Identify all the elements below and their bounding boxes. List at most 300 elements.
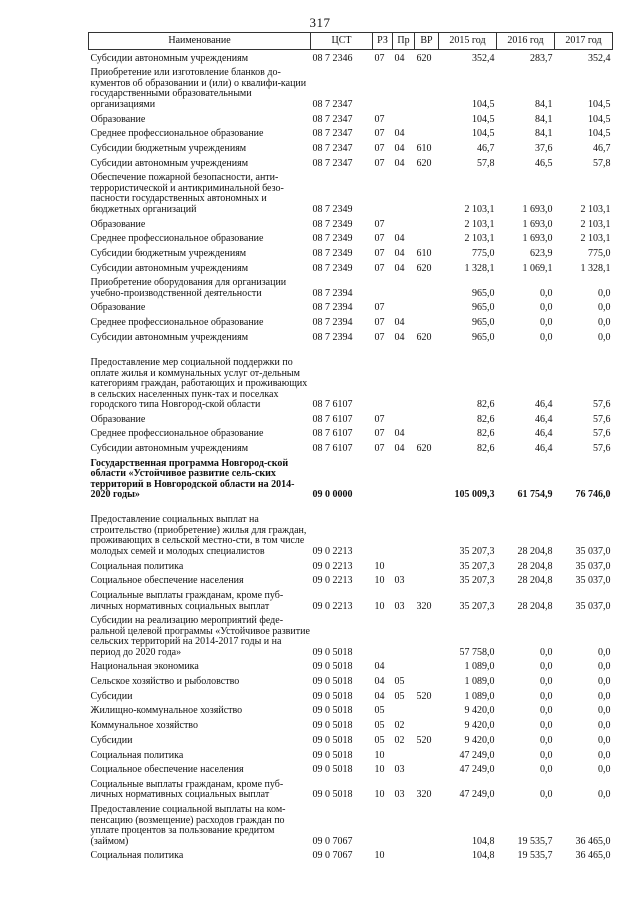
table-body	[89, 50, 613, 862]
row-2016: 1 693,0	[522, 218, 553, 230]
table-row	[89, 154, 613, 169]
table-row	[89, 658, 613, 673]
row-2017: 0,0	[598, 661, 611, 673]
table-row	[89, 215, 613, 230]
row-vr: 610	[416, 142, 432, 154]
row-pr: 02	[394, 720, 405, 732]
row-name: Среднее профессиональное образование	[90, 317, 264, 329]
row-name: Субсидии бюджетным учреждениям	[90, 247, 247, 259]
row-cst: 09 0 5018	[312, 720, 353, 732]
row-name: Социальные выплаты гражданам, кроме пуб-личных нормативных социальных выплат	[90, 778, 284, 801]
row-name: Предоставление социальной выплаты на ком-пенсацию (возмещение) расходов граждан по уплате процентов за пользование кредитом (займом)	[90, 804, 286, 847]
row-rz: 07	[374, 331, 385, 343]
row-2015: 2 103,1	[464, 218, 495, 230]
row-rz: 05	[374, 705, 385, 717]
column-header: 2017 год	[555, 33, 613, 50]
row-vr: 620	[416, 262, 432, 274]
row-2015: 35 207,3	[459, 600, 495, 612]
row-rz: 07	[374, 247, 385, 259]
table-row	[89, 746, 613, 761]
row-rz	[373, 274, 393, 299]
row-2017: 775,0	[588, 247, 611, 259]
row-2017: 35 037,0	[575, 545, 611, 557]
row-rz: 10	[374, 789, 385, 801]
row-2015: 352,4	[472, 52, 495, 64]
row-pr: 03	[394, 764, 405, 776]
row-2016: 46,4	[535, 413, 553, 425]
table-row	[89, 411, 613, 426]
row-pr: 05	[394, 676, 405, 688]
row-vr	[415, 299, 439, 314]
row-rz: 10	[374, 764, 385, 776]
row-pr	[393, 801, 415, 847]
row-vr: 620	[416, 157, 432, 169]
row-rz: 07	[374, 302, 385, 314]
row-rz: 04	[374, 690, 385, 702]
row-2016: 84,1	[535, 98, 553, 110]
row-pr: 04	[394, 247, 405, 259]
row-2017: 2 103,1	[580, 218, 611, 230]
row-2016: 46,4	[535, 428, 553, 440]
row-rz: 07	[374, 413, 385, 425]
row-name: Субсидии	[90, 690, 133, 702]
table-row	[89, 702, 613, 717]
row-cst: 09 0 5018	[312, 646, 353, 658]
budget-table	[88, 32, 613, 862]
table-row	[89, 761, 613, 776]
page-number: 317	[309, 15, 331, 30]
row-2016: 0,0	[540, 789, 553, 801]
row-vr: 520	[416, 734, 432, 746]
table-row	[89, 688, 613, 703]
row-pr	[393, 299, 415, 314]
row-2015: 82,6	[477, 428, 495, 440]
row-2015: 1 089,0	[464, 676, 495, 688]
row-pr: 05	[394, 690, 405, 702]
row-vr	[415, 314, 439, 329]
row-2015: 47 249,0	[459, 764, 495, 776]
row-2016: 28 204,8	[517, 600, 553, 612]
row-2015: 2 103,1	[464, 203, 495, 215]
row-2017: 0,0	[598, 331, 611, 343]
row-vr	[415, 215, 439, 230]
row-name: Среднее профессиональное образование	[90, 233, 264, 245]
row-name: Социальная политика	[90, 749, 184, 761]
row-2015: 1 328,1	[464, 262, 495, 274]
row-2015: 775,0	[472, 247, 495, 259]
row-rz: 07	[374, 128, 385, 140]
row-2016: 0,0	[540, 705, 553, 717]
row-pr	[393, 64, 415, 110]
row-pr: 04	[394, 128, 405, 140]
row-cst: 09 0 5018	[312, 705, 353, 717]
table-row	[89, 50, 613, 65]
row-name: Обеспечение пожарной безопасности, анти-террористической и антикриминальной безо-пасности государственных автономных и бюджетных организаций	[90, 172, 284, 215]
row-vr	[415, 169, 439, 215]
row-pr: 04	[394, 142, 405, 154]
row-2015: 965,0	[472, 331, 495, 343]
row-2017: 57,6	[593, 443, 611, 455]
row-2017: 2 103,1	[580, 233, 611, 245]
row-name: Социальная политика	[90, 560, 184, 572]
row-rz: 10	[374, 575, 385, 587]
row-2016: 37,6	[535, 142, 553, 154]
row-2017: 36 465,0	[575, 850, 611, 862]
row-name: Субсидии автономным учреждениям	[90, 443, 249, 455]
row-2015: 9 420,0	[464, 734, 495, 746]
row-cst: 09 0 5018	[312, 690, 353, 702]
column-header: Наименование	[89, 33, 311, 50]
row-2015: 9 420,0	[464, 720, 495, 732]
table-row	[89, 259, 613, 274]
table-row	[89, 64, 613, 110]
table-row	[89, 110, 613, 125]
table-row	[89, 776, 613, 801]
row-name: Национальная экономика	[90, 661, 199, 673]
row-2016: 84,1	[535, 128, 553, 140]
table-row	[89, 673, 613, 688]
row-cst: 08 7 2349	[312, 233, 353, 245]
row-2015: 47 249,0	[459, 749, 495, 761]
row-rz: 10	[374, 600, 385, 612]
row-2017: 57,8	[593, 157, 611, 169]
table-row	[89, 847, 613, 862]
row-name: Среднее профессиональное образование	[90, 428, 264, 440]
row-2017: 0,0	[598, 690, 611, 702]
row-2017: 76 746,0	[575, 489, 611, 501]
row-2016: 623,9	[530, 247, 553, 259]
row-pr: 02	[394, 734, 405, 746]
row-pr: 03	[394, 600, 405, 612]
row-2015: 965,0	[472, 317, 495, 329]
row-2015: 9 420,0	[464, 705, 495, 717]
row-name: Субсидии автономным учреждениям	[90, 331, 249, 343]
row-2016: 1 693,0	[522, 233, 553, 245]
header-row	[89, 33, 613, 50]
row-vr	[415, 274, 439, 299]
row-rz: 07	[374, 142, 385, 154]
row-vr	[415, 746, 439, 761]
table-row	[89, 717, 613, 732]
row-vr: 620	[416, 331, 432, 343]
row-2015: 1 089,0	[464, 661, 495, 673]
row-2017: 2 103,1	[580, 203, 611, 215]
row-2015: 82,6	[477, 443, 495, 455]
row-2017: 57,6	[593, 413, 611, 425]
row-2016: 19 535,7	[517, 850, 553, 862]
row-cst: 09 0 5018	[312, 676, 353, 688]
row-pr	[393, 411, 415, 426]
row-vr	[415, 501, 439, 558]
row-2015: 35 207,3	[459, 575, 495, 587]
row-pr: 04	[394, 317, 405, 329]
row-2016: 0,0	[540, 734, 553, 746]
row-2016: 0,0	[540, 287, 553, 299]
row-name: Социальные выплаты гражданам, кроме пуб-личных нормативных социальных выплат	[90, 590, 284, 612]
row-cst: 09 0 5018	[312, 734, 353, 746]
row-rz	[373, 612, 393, 658]
row-rz	[373, 801, 393, 847]
table-row	[89, 245, 613, 260]
row-vr	[415, 343, 439, 410]
row-rz: 10	[374, 560, 385, 572]
table-row	[89, 425, 613, 440]
row-vr	[415, 455, 439, 501]
row-2016: 0,0	[540, 690, 553, 702]
row-vr	[415, 801, 439, 847]
row-rz: 07	[374, 52, 385, 64]
row-2015: 104,8	[472, 835, 495, 847]
row-name: Образование	[90, 413, 146, 425]
row-2017: 57,6	[593, 428, 611, 440]
row-pr	[393, 110, 415, 125]
row-vr	[415, 110, 439, 125]
row-name: Субсидии автономным учреждениям	[90, 262, 249, 274]
row-vr	[415, 572, 439, 587]
row-vr: 320	[416, 600, 432, 612]
row-vr	[415, 425, 439, 440]
row-rz: 07	[374, 317, 385, 329]
table-row	[89, 343, 613, 410]
row-rz: 07	[374, 218, 385, 230]
row-2015: 104,5	[472, 98, 495, 110]
row-name: Образование	[90, 218, 146, 230]
row-2017: 1 328,1	[580, 262, 611, 274]
row-pr	[393, 557, 415, 572]
row-cst: 08 7 2349	[312, 247, 353, 259]
row-rz	[373, 501, 393, 558]
table-row	[89, 455, 613, 501]
row-name: Предоставление социальных выплат на строительство (приобретение) жилья для граждан, проживающих в сельской местно-сти, в том числе молодых семей и молодых специалистов	[90, 514, 307, 557]
row-2017: 104,5	[588, 98, 611, 110]
table-row	[89, 125, 613, 140]
row-2017: 57,6	[593, 399, 611, 410]
row-2015: 35 207,3	[459, 560, 495, 572]
row-vr: 520	[416, 690, 432, 702]
row-vr	[415, 658, 439, 673]
table-row	[89, 612, 613, 658]
row-2015: 104,5	[472, 113, 495, 125]
row-rz: 04	[374, 676, 385, 688]
row-pr: 04	[394, 428, 405, 440]
row-2016: 0,0	[540, 676, 553, 688]
table-row	[89, 501, 613, 558]
table-row	[89, 801, 613, 847]
row-name: Социальная политика	[90, 850, 184, 862]
row-rz: 04	[374, 661, 385, 673]
row-cst: 09 0 5018	[312, 749, 353, 761]
row-vr	[415, 411, 439, 426]
row-2016: 19 535,7	[517, 835, 553, 847]
row-2017: 0,0	[598, 764, 611, 776]
row-2016: 28 204,8	[517, 545, 553, 557]
row-cst: 09 0 2213	[312, 545, 353, 557]
row-2016: 0,0	[540, 720, 553, 732]
row-2016: 283,7	[530, 52, 553, 64]
column-header: Пр	[393, 33, 415, 50]
row-pr	[393, 215, 415, 230]
row-2015: 965,0	[472, 302, 495, 314]
row-2016: 28 204,8	[517, 560, 553, 572]
row-name: Субсидии автономным учреждениям	[90, 52, 249, 64]
row-cst: 08 7 6107	[312, 443, 353, 455]
row-2015: 57 758,0	[459, 646, 495, 658]
column-header: РЗ	[373, 33, 393, 50]
row-pr	[393, 501, 415, 558]
row-2016: 1 693,0	[522, 203, 553, 215]
row-pr	[393, 847, 415, 862]
row-2015: 35 207,3	[459, 545, 495, 557]
row-cst: 08 7 2349	[312, 262, 353, 274]
row-cst: 09 0 5018	[312, 764, 353, 776]
row-vr: 620	[416, 443, 432, 455]
row-2015: 57,8	[477, 157, 495, 169]
row-2017: 0,0	[598, 749, 611, 761]
row-name: Сельское хозяйство и рыболовство	[90, 676, 240, 688]
row-2015: 1 089,0	[464, 690, 495, 702]
row-cst: 09 0 2213	[312, 575, 353, 587]
table-row	[89, 440, 613, 455]
column-header: ЦСТ	[311, 33, 373, 50]
row-pr: 04	[394, 233, 405, 245]
row-2017: 352,4	[588, 52, 611, 64]
row-2016: 0,0	[540, 302, 553, 314]
row-2016: 0,0	[540, 317, 553, 329]
table-row	[89, 140, 613, 155]
row-2017: 0,0	[598, 720, 611, 732]
row-2017: 46,7	[593, 142, 611, 154]
row-pr: 04	[394, 443, 405, 455]
row-2016: 0,0	[540, 331, 553, 343]
row-cst: 09 0 2213	[312, 600, 353, 612]
row-2017: 0,0	[598, 789, 611, 801]
row-cst: 08 7 2347	[312, 113, 353, 125]
row-2017: 0,0	[598, 302, 611, 314]
row-cst: 08 7 2394	[312, 287, 353, 299]
row-name: Образование	[90, 113, 146, 125]
row-2016: 46,5	[535, 157, 553, 169]
row-vr	[415, 557, 439, 572]
row-2016: 46,4	[535, 399, 553, 410]
row-rz: 07	[374, 428, 385, 440]
row-2016: 0,0	[540, 764, 553, 776]
row-2017: 35 037,0	[575, 560, 611, 572]
table-row	[89, 230, 613, 245]
table-row	[89, 299, 613, 314]
row-2015: 105 009,3	[454, 489, 495, 501]
row-2017: 104,5	[588, 113, 611, 125]
row-name: Приобретение или изготовление бланков до-кументов об образовании и (или) о квалифи-кации государственными образовательными организациями	[90, 67, 307, 110]
row-cst: 08 7 2347	[312, 128, 353, 140]
row-name: Субсидии	[90, 734, 133, 746]
row-2017: 104,5	[588, 128, 611, 140]
table-row	[89, 169, 613, 215]
row-2016: 0,0	[540, 646, 553, 658]
row-pr	[393, 702, 415, 717]
row-pr	[393, 343, 415, 410]
row-rz	[373, 64, 393, 110]
row-2016: 28 204,8	[517, 575, 553, 587]
row-rz	[373, 455, 393, 501]
row-pr	[393, 746, 415, 761]
row-vr	[415, 673, 439, 688]
row-vr: 620	[416, 52, 432, 64]
row-cst: 09 0 7067	[312, 835, 353, 847]
row-pr: 04	[394, 262, 405, 274]
row-vr	[415, 847, 439, 862]
row-vr	[415, 761, 439, 776]
row-name: Приобретение оборудования для организации учебно-производственной деятельности	[90, 277, 287, 299]
row-cst: 09 0 2213	[312, 560, 353, 572]
row-cst: 08 7 2394	[312, 331, 353, 343]
row-cst: 08 7 2349	[312, 218, 353, 230]
table-row	[89, 587, 613, 612]
row-rz: 05	[374, 720, 385, 732]
row-2017: 35 037,0	[575, 575, 611, 587]
table-row	[89, 557, 613, 572]
row-name: Субсидии на реализацию мероприятий феде-ральной целевой программы «Устойчивое развитие сельских территорий на 2014-2017 годы и на период до 2020 года»	[90, 615, 310, 658]
row-name: Субсидии автономным учреждениям	[90, 157, 249, 169]
table-row	[89, 329, 613, 344]
column-header: 2016 год	[497, 33, 555, 50]
row-2017: 0,0	[598, 317, 611, 329]
row-name: Государственная программа Новгород-ской области «Устойчивое развитие сель-ских территорий в Новгородской области на 2014-2020 годы»	[90, 457, 295, 501]
row-pr: 04	[394, 52, 405, 64]
row-2015: 46,7	[477, 142, 495, 154]
row-rz: 07	[374, 443, 385, 455]
row-2017: 0,0	[598, 676, 611, 688]
row-vr	[415, 717, 439, 732]
row-pr: 03	[394, 789, 405, 801]
table-row	[89, 314, 613, 329]
row-2015: 82,6	[477, 399, 495, 410]
row-vr	[415, 612, 439, 658]
table-row	[89, 274, 613, 299]
row-2015: 82,6	[477, 413, 495, 425]
table-row	[89, 732, 613, 747]
row-name: Жилищно-коммунальное хозяйство	[90, 705, 243, 717]
row-2017: 0,0	[598, 646, 611, 658]
row-cst: 08 7 2347	[312, 98, 353, 110]
row-rz	[373, 169, 393, 215]
row-pr	[393, 612, 415, 658]
row-name: Коммунальное хозяйство	[90, 720, 198, 732]
row-rz: 05	[374, 734, 385, 746]
row-pr	[393, 274, 415, 299]
row-rz: 07	[374, 157, 385, 169]
row-vr	[415, 702, 439, 717]
row-pr: 04	[394, 331, 405, 343]
row-2017: 36 465,0	[575, 835, 611, 847]
row-name: Социальное обеспечение населения	[90, 764, 244, 776]
row-cst: 08 7 6107	[312, 428, 353, 440]
row-cst: 08 7 2347	[312, 142, 353, 154]
row-name: Среднее профессиональное образование	[90, 128, 264, 140]
row-pr	[393, 169, 415, 215]
row-2016: 0,0	[540, 749, 553, 761]
row-rz: 10	[374, 850, 385, 862]
row-pr: 03	[394, 575, 405, 587]
row-vr	[415, 125, 439, 140]
row-pr	[393, 455, 415, 501]
row-name: Социальное обеспечение населения	[90, 575, 244, 587]
row-2016: 84,1	[535, 113, 553, 125]
row-cst: 09 0 7067	[312, 850, 353, 862]
table-row	[89, 572, 613, 587]
row-2017: 0,0	[598, 705, 611, 717]
row-cst: 08 7 2349	[312, 203, 353, 215]
row-vr: 610	[416, 247, 432, 259]
